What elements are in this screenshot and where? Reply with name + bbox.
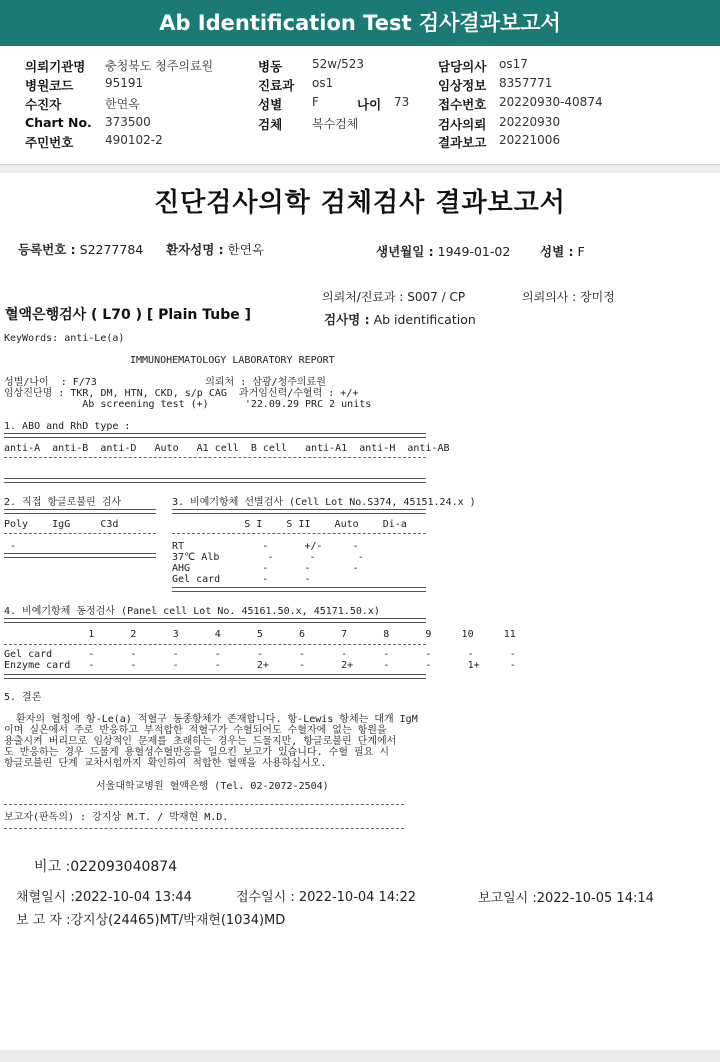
- double-rule: [4, 433, 426, 438]
- reporter-footer: 보 고 자 :강지상(24465)MT/박재현(1034)MD: [16, 913, 286, 928]
- report-line: Ab screening test (+) '22.09.29 PRC 2 units: [4, 399, 372, 410]
- dat-columns: Poly IgG C3d: [4, 519, 119, 530]
- info-value: 490102-2: [105, 133, 163, 147]
- test-name: [324, 310, 476, 328]
- info-label: 검체: [258, 117, 283, 132]
- info-value: 충청북도 청주의료원: [105, 59, 214, 73]
- keywords-line: KeyWords: anti-Le(a): [4, 333, 125, 344]
- info-value: 73: [394, 95, 410, 109]
- single-rule: [4, 644, 426, 645]
- dat-value: -: [4, 541, 17, 552]
- patient-value: 한연옥: [227, 242, 264, 257]
- abo-columns: anti-A anti-B anti-D Auto A1 cell B cell anti-A1 anti-H anti-AB: [4, 443, 450, 454]
- info-value: os1: [312, 76, 334, 90]
- panel-section-title: 4. 비예기항체 동정검사 (Panel cell Lot No. 45161.50.x, 45171.50.x): [4, 606, 380, 617]
- info-value: 95191: [105, 76, 144, 90]
- patient-label: 환자성명 :: [166, 242, 224, 257]
- info-label: 담당의사: [438, 59, 487, 74]
- abo-section-title: 1. ABO and RhD type :: [4, 421, 131, 432]
- info-value: 복수검체: [312, 117, 359, 131]
- reported-datetime: 보고일시 :2022-10-05 14:14: [478, 891, 654, 906]
- conclusion-title: 5. 결론: [4, 692, 42, 703]
- single-rule: [4, 457, 426, 458]
- double-rule: [172, 509, 426, 514]
- double-rule: [4, 674, 426, 679]
- screening-columns: S I S II Auto Di-a: [172, 519, 407, 530]
- screening-row: RT - +/- -: [172, 541, 359, 552]
- info-label: 성별: [258, 97, 283, 112]
- conclusion-line: 이며 실온에서 주로 반응하고 부적합한 적혈구가 수혈되어도 수혈자에 없는 항원을: [4, 725, 387, 736]
- sex-label: 성별 :: [540, 244, 574, 259]
- screening-row: AHG - - -: [172, 563, 359, 574]
- test-label: 검사명 :: [324, 312, 370, 327]
- info-label: 의뢰기관명: [25, 59, 86, 74]
- report-header-title: Ab Identification Test 검사결과보고서: [159, 11, 561, 35]
- remark-value: 022093040874: [70, 859, 178, 875]
- registration-number: [18, 240, 143, 258]
- test-section-title: 혈액은행검사 ( L70 ) [ Plain Tube ]: [5, 307, 252, 323]
- received-datetime: 접수일시 : 2022-10-04 14:22: [236, 890, 417, 905]
- collection-datetime: 채혈일시 :2022-10-04 13:44: [16, 890, 192, 905]
- info-label: 임상정보: [438, 78, 487, 93]
- remark-label: 비고 :: [34, 859, 71, 875]
- page-bottom-edge: [0, 1050, 720, 1062]
- info-label: 주민번호: [25, 135, 74, 150]
- info-value: F: [312, 95, 319, 109]
- double-rule: [4, 509, 156, 514]
- single-rule: [4, 533, 156, 534]
- date-of-birth: [376, 242, 510, 260]
- dat-section-title: 2. 직접 항글로불린 검사: [4, 497, 122, 508]
- remark: [34, 856, 177, 876]
- panel-columns: 1 2 3 4 5 6 7 8 9 10 11: [4, 629, 516, 640]
- double-rule: [172, 587, 426, 592]
- info-value: 20220930: [499, 115, 561, 129]
- single-rule: [172, 533, 426, 534]
- screening-row: Gel card - -: [172, 574, 311, 585]
- info-value: os17: [499, 57, 528, 71]
- info-label: Chart No.: [25, 115, 92, 130]
- report-header-bar: [0, 0, 720, 46]
- screening-section-title: 3. 비예기항체 선별검사 (Cell Lot No.S374, 45151.24.x ): [172, 497, 476, 508]
- info-label: 나이: [357, 97, 382, 112]
- screening-row: 37℃ Alb - - -: [172, 552, 364, 563]
- requesting-department: 의뢰처/진료과 : S007 / CP: [322, 290, 466, 304]
- info-value: 373500: [105, 115, 151, 129]
- info-label: 병동: [258, 59, 283, 74]
- section-divider: [0, 164, 720, 173]
- test-value: Ab identification: [373, 312, 476, 327]
- conclusion-line: 용출시켜 버리므로 임상적인 문제를 초래하는 경우는 드물지만, 항글로불린 단계에서: [4, 736, 397, 747]
- double-rule: [4, 478, 426, 483]
- report-line: 임상진단명 : TKR, DM, HTN, CKD, s/p CAG 과거임신력/수혈력 : +/+: [4, 388, 359, 399]
- requesting-doctor: 의뢰의사 : 장미정: [522, 290, 615, 304]
- dob-label: 생년월일 :: [376, 244, 434, 259]
- patient-info-panel: [0, 46, 720, 164]
- info-value: 20220930-40874: [499, 95, 603, 109]
- reg-label: 등록번호 :: [18, 242, 76, 257]
- single-rule: [4, 804, 404, 805]
- single-rule: [4, 828, 404, 829]
- conclusion-line: 환자의 혈청에 항-Le(a) 적혈구 동종항체가 존재합니다. 항-Lewis 항체는 대개 IgM: [4, 714, 418, 725]
- hospital-contact: 서울대학교병원 혈액은행 (Tel. 02-2072-2504): [96, 781, 329, 792]
- dob-value: 1949-01-02: [437, 244, 511, 259]
- info-label: 결과보고: [438, 135, 487, 150]
- double-rule: [4, 553, 156, 558]
- sex: [540, 242, 585, 260]
- panel-row-enzyme: Enzyme card - - - - 2+ - 2+ - - 1+ -: [4, 660, 516, 671]
- info-value: 한연옥: [105, 97, 140, 111]
- info-label: 병원코드: [25, 78, 74, 93]
- reader-line: 보고자(판독의) : 강지상 M.T. / 박재현 M.D.: [4, 812, 229, 823]
- conclusion-line: 도 반응하는 경우 드물게 용혈성수혈반응을 일으킨 보고가 있습니다. 수혈 필요 시: [4, 747, 390, 758]
- info-value: 20221006: [499, 133, 561, 147]
- info-value: 8357771: [499, 76, 553, 90]
- info-label: 접수번호: [438, 97, 487, 112]
- conclusion-line: 항글로불린 단계 교차시험까지 확인하여 적합한 혈액을 사용하십시오.: [4, 758, 327, 769]
- patient-name: [166, 240, 264, 258]
- double-rule: [4, 618, 426, 623]
- info-label: 수진자: [25, 97, 62, 112]
- panel-row-gel: Gel card - - - - - - - - - - -: [4, 649, 516, 660]
- info-label: 진료과: [258, 78, 295, 93]
- reg-value: S2277784: [79, 242, 144, 257]
- report-heading: IMMUNOHEMATOLOGY LABORATORY REPORT: [130, 355, 335, 366]
- document-title: 진단검사의학 검체검사 결과보고서: [154, 188, 566, 218]
- sex-value: F: [577, 244, 585, 259]
- info-label: 검사의뢰: [438, 117, 487, 132]
- report-line: 성별/나이 : F/73 의뢰처 : 삼광/청주의료원: [4, 377, 326, 388]
- info-value: 52w/523: [312, 57, 365, 71]
